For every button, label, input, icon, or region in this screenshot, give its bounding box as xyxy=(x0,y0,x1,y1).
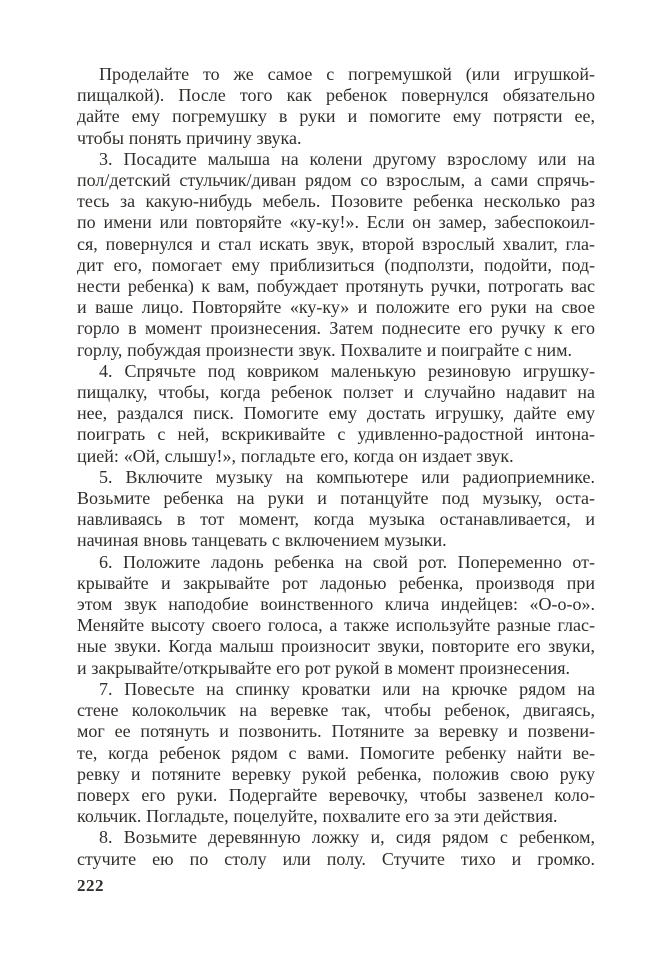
text-line: мог ее потянуть и позвонить. Потяните за веревку и позвени- xyxy=(77,721,595,742)
text-line: Проделайте то же самое с погремушкой (или игрушкой- xyxy=(99,64,595,84)
text-line: стене колокольчик на веревке так, чтобы ребенок, двигаясь, xyxy=(77,700,595,721)
paragraph-item-6 xyxy=(77,552,595,679)
text-line: по имени или повторяйте «ку-ку!». Если он замер, забеспокоил- xyxy=(77,212,595,233)
text-line: 4. Спрячьте под ковриком маленькую резиновую игрушку- xyxy=(99,360,595,381)
text-line: стучите ею по столу или полу. Стучите тихо и громко. xyxy=(77,848,595,869)
text-line: нее, раздался писк. Помогите ему достать игрушку, дайте ему xyxy=(77,403,595,424)
text-line: 3. Посадите малыша на колени другому взрослому или на xyxy=(99,148,595,169)
text-line: поверх его руки. Подергайте веревочку, чтобы зазвенел коло- xyxy=(77,784,595,805)
text-line: пищалку, чтобы, когда ребенок ползет и случайно надавит на xyxy=(77,382,595,403)
text-line: 8. Возьмите деревянную ложку и, сидя рядом с ребенком, xyxy=(99,827,595,848)
text-line: ревку и потяните веревку рукой ребенка, положив свою руку xyxy=(77,763,595,784)
text-line: и закрывайте/открывайте его рот рукой в момент произнесения. xyxy=(77,657,571,678)
text-line: горлу, побуждая произнести звук. Похвалите и поиграйте с ним. xyxy=(77,339,573,360)
text-line: навливаясь в тот момент, когда музыка останавливается, и xyxy=(77,509,595,530)
page-number: 222 xyxy=(77,876,104,895)
text-line: цией: «Ой, слышу!», погладьте его, когда он издает звук. xyxy=(77,445,514,466)
text-line: тесь за какую-нибудь мебель. Позовите ребенка несколько раз xyxy=(77,191,595,212)
text-line: 6. Положите ладонь ребенка на свой рот. Попеременно от- xyxy=(99,551,595,572)
text-line: нести ребенка) к вам, побуждает протянуть ручки, потрогать вас xyxy=(77,276,595,297)
text-line: крывайте и закрывайте рот ладонью ребенка, производя при xyxy=(77,572,595,593)
paragraph-item-4 xyxy=(77,361,595,467)
text-line: горло в момент произнесения. Затем поднесите его ручку к его xyxy=(77,318,595,339)
text-line: пищалкой). После того как ребенок повернулся обязательно xyxy=(77,85,595,106)
text-line: чтобы понять причину звука. xyxy=(77,127,302,148)
text-line: пол/детский стульчик/диван рядом со взрослым, а сами спрячь- xyxy=(77,170,595,191)
text-line: кольчик. Погладьте, поцелуйте, похвалите его за эти действия. xyxy=(77,806,558,827)
paragraph-item-7 xyxy=(77,679,595,827)
text-line: и ваше лицо. Повторяйте «ку-ку» и положите его руки на свое xyxy=(77,297,595,318)
text-line: поиграть с ней, вскрикивайте с удивленно-радостной интона- xyxy=(77,424,595,445)
text-line: ся, повернулся и стал искать звук, второй взрослый хвалит, гла- xyxy=(77,233,595,254)
body-text xyxy=(77,64,595,870)
text-line: дайте ему погремушку в руки и помогите ему потрясти ее, xyxy=(77,106,595,127)
paragraph-item-8 xyxy=(77,827,595,869)
paragraph-item-5 xyxy=(77,467,595,552)
text-line: начиная вновь танцевать с включением музыки. xyxy=(77,530,447,551)
text-line: те, когда ребенок рядом с вами. Помогите ребенку найти ве- xyxy=(77,742,595,763)
text-line: дит его, помогает ему приблизиться (подползти, подойти, под- xyxy=(77,254,595,275)
text-line: ные звуки. Когда малыш произносит звуки, повторите его звуки, xyxy=(77,636,595,657)
text-line: Меняйте высоту своего голоса, а также используйте разные глас- xyxy=(77,615,595,636)
paragraph-item-3 xyxy=(77,149,595,361)
text-line: этом звук наподобие воинственного клича индейцев: «О-о-о». xyxy=(77,594,595,615)
text-line: 7. Повесьте на спинку кроватки или на крючке рядом на xyxy=(99,678,595,699)
text-line: Возьмите ребенка на руки и потанцуйте под музыку, оста- xyxy=(77,488,595,509)
text-line: 5. Включите музыку на компьютере или радиоприемнике. xyxy=(99,466,595,487)
paragraph-intro-rattle xyxy=(77,64,595,149)
